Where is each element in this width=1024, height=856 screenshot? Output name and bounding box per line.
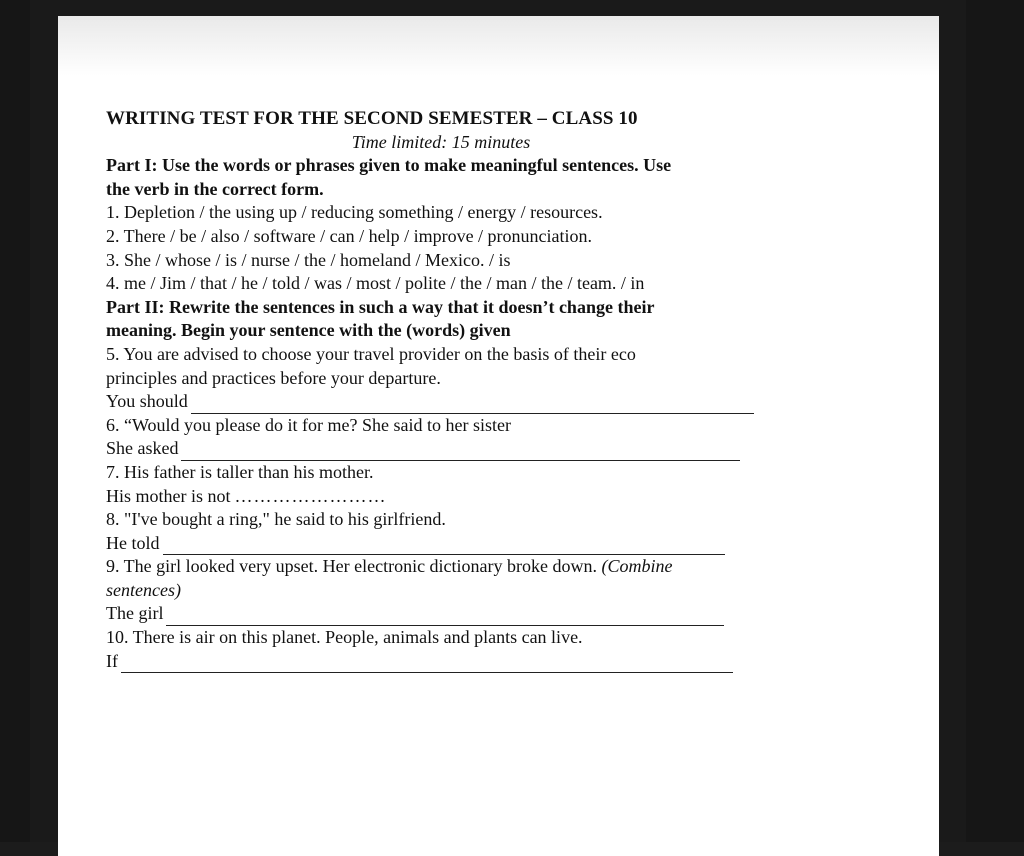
answer-7 bbox=[106, 485, 766, 509]
answer-9 bbox=[106, 602, 766, 626]
answer-8-blank[interactable] bbox=[163, 538, 725, 555]
answer-9-prompt: The girl bbox=[106, 603, 164, 624]
question-9-line1 bbox=[106, 555, 766, 579]
answer-9-blank[interactable] bbox=[166, 609, 724, 626]
answer-10-prompt: If bbox=[106, 650, 118, 671]
question-10: 10. There is air on this planet. People, animals and plants can live. bbox=[106, 627, 583, 648]
question-4: 4. me / Jim / that / he / told / was / most / polite / the / man / the / team. / in bbox=[106, 273, 645, 294]
part2-heading-line1: Part II: Rewrite the sentences in such a way that it doesn’t change their bbox=[106, 296, 655, 317]
answer-6 bbox=[106, 437, 766, 461]
question-9-line2: sentences) bbox=[106, 579, 181, 600]
part1-heading-line2: the verb in the correct form. bbox=[106, 178, 324, 199]
document-content bbox=[106, 107, 766, 673]
question-8: 8. "I've bought a ring," he said to his girlfriend. bbox=[106, 509, 446, 530]
answer-10 bbox=[106, 650, 766, 674]
page-shadow bbox=[58, 16, 939, 76]
question-5-line1: 5. You are advised to choose your travel provider on the basis of their eco bbox=[106, 343, 636, 364]
question-5-line2: principles and practices before your departure. bbox=[106, 367, 441, 388]
answer-7-dots[interactable]: …………………… bbox=[234, 485, 387, 506]
page-title: WRITING TEST FOR THE SECOND SEMESTER – CLASS 10 bbox=[106, 108, 638, 129]
answer-5 bbox=[106, 390, 766, 414]
question-7: 7. His father is taller than his mother. bbox=[106, 461, 374, 482]
answer-6-prompt: She asked bbox=[106, 438, 179, 459]
right-margin bbox=[966, 0, 1024, 842]
answer-10-blank[interactable] bbox=[121, 656, 733, 673]
question-6: 6. “Would you please do it for me? She said to her sister bbox=[106, 414, 511, 435]
question-1: 1. Depletion / the using up / reducing something / energy / resources. bbox=[106, 202, 603, 223]
time-limit: Time limited: 15 minutes bbox=[351, 131, 531, 152]
question-9-note: (Combine bbox=[601, 556, 673, 577]
question-2: 2. There / be / also / software / can / help / improve / pronunciation. bbox=[106, 225, 593, 246]
question-9-text: 9. The girl looked very upset. Her electronic dictionary broke down. bbox=[106, 556, 598, 577]
answer-5-blank[interactable] bbox=[191, 397, 754, 414]
left-margin bbox=[0, 0, 30, 842]
answer-6-blank[interactable] bbox=[181, 444, 740, 461]
part2-heading-line2: meaning. Begin your sentence with the (words) given bbox=[106, 320, 511, 341]
answer-5-prompt: You should bbox=[106, 391, 188, 412]
question-3: 3. She / whose / is / nurse / the / homeland / Mexico. / is bbox=[106, 249, 511, 270]
part1-heading-line1: Part I: Use the words or phrases given to make meaningful sentences. Use bbox=[106, 155, 672, 176]
answer-8 bbox=[106, 532, 766, 556]
answer-7-prompt: His mother is not bbox=[106, 485, 231, 506]
answer-8-prompt: He told bbox=[106, 532, 160, 553]
